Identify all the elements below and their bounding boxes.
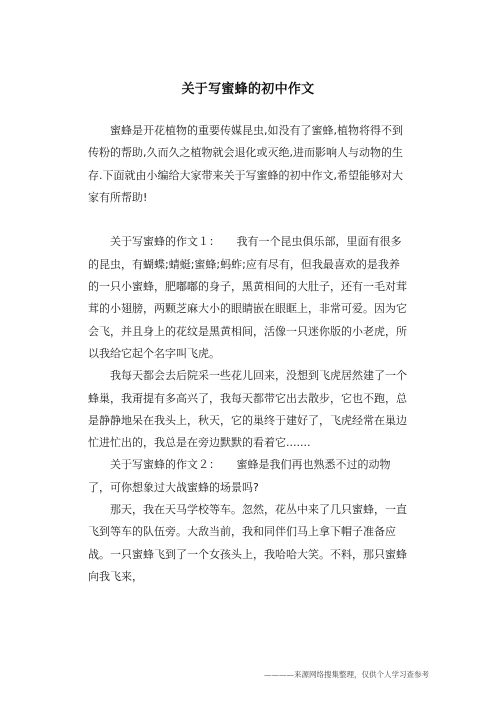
paragraph-essay-2: 关于写蜜蜂的作文２： 蜜蜂是我们再也熟悉不过的动物了，可你想象过大战蜜蜂的场景吗? [88,458,391,494]
paragraph-essay-1: 关于写蜜蜂的作文１： 我有一个昆虫俱乐部，里面有很多的昆虫，有蝴蝶;蜻蜓;蜜蜂;蚂蚱;应有尽有，但我最喜欢的是我养的一只小蜜蜂，肥嘟嘟的身子，黑黄相间的大肚子，还有一毛对茸茸的小翅膀，两颗芝麻大小的眼睛嵌在眼眶上，非常可爱。因为它会飞，并且身上的花纹是黑黄相间，活像一只迷你版的小老虎，所以我给它起个名字叫飞虎。 [88,235,407,360]
paragraph-essay-2-continued: 那天，我在天马学校等车。忽然，花丛中来了几只蜜蜂，一直飞到等车的队伍旁。大敌当前，我和同伴们马上拿下帽子准备应战。一只蜜蜂飞到了一个女孩头上，我哈哈大笑。不料，那只蜜蜂向我飞来， [88,503,407,583]
paragraph-intro: 蜜蜂是开花植物的重要传媒昆虫,如没有了蜜蜂,植物将得不到传粉的帮助,久而久之植物就会退化或灭绝,进而影响人与动物的生存.下面就由小编给大家带来关于写蜜蜂的初中作文,希望能够对大家有所帮助! [88,124,403,204]
document-body [88,120,410,588]
source-footer: ————来源网络搜集整理，仅供个人学习查参考 [264,670,429,679]
paragraph-essay-1-continued: 我每天都会去后院采一些花儿回来，没想到飞虎居然建了一个蜂巢，我甭提有多高兴了，我每天都带它出去散步，它也不跑，总是静静地呆在我头上，秋天，它的巢终于建好了，飞虎经常在巢边忙进忙出的，我总是在旁边默默的看着它....... [88,369,407,450]
document-title: 关于写蜜蜂的初中作文 [181,82,315,97]
